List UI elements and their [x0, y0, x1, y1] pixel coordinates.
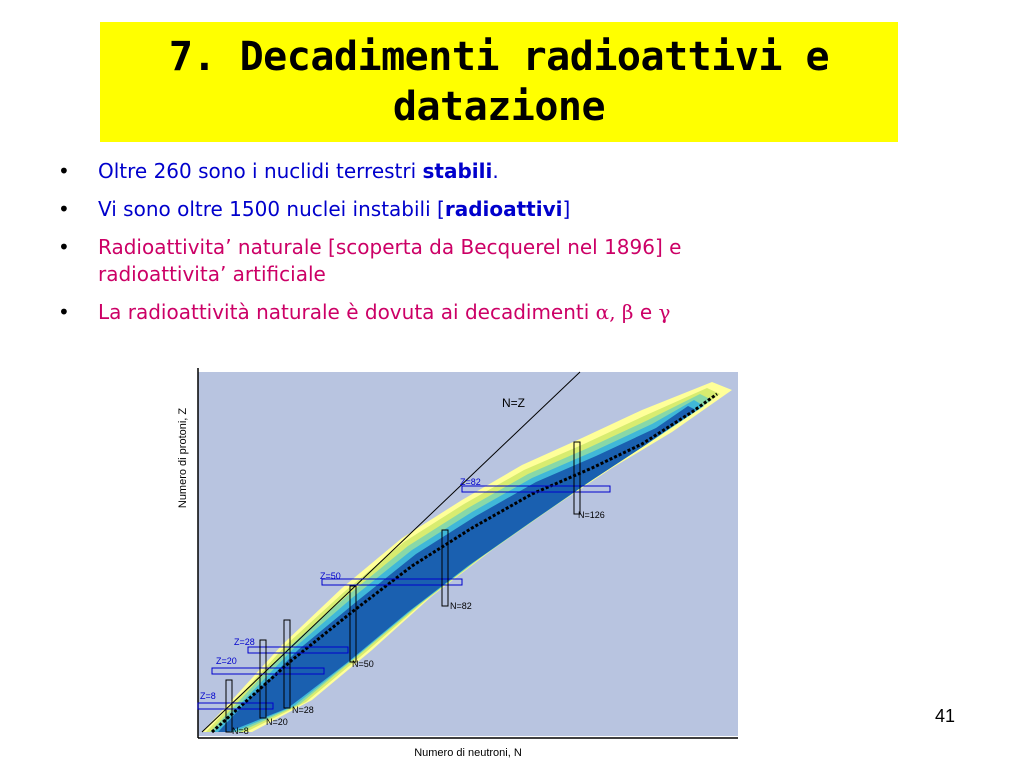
beta-symbol: β — [621, 300, 634, 324]
gamma-symbol: γ — [658, 300, 671, 324]
page-number: 41 — [935, 706, 956, 726]
title-line-1: 7. Decadimenti radioattivi e — [168, 34, 830, 80]
bullet-dot: • — [58, 197, 70, 221]
nz-label: N=Z — [502, 396, 526, 410]
bullet-item — [58, 196, 938, 223]
x-axis-label: Numero di neutroni, N — [414, 747, 522, 759]
bullet-text: Oltre 260 sono i nuclidi terrestri — [98, 159, 423, 183]
bullet-bold-text: radioattivi — [444, 197, 563, 221]
n-label: N=126 — [578, 510, 605, 520]
bullet-text: La radioattività naturale è dovuta ai decadimenti — [98, 300, 596, 324]
separator: , — [609, 300, 622, 324]
z-label: Z=8 — [200, 691, 216, 701]
bullet-text: Radioattivita’ naturale [scoperta da Becquerel nel 1896] e — [98, 235, 682, 259]
bullet-dot: • — [58, 159, 70, 183]
bullet-dot: • — [58, 235, 70, 259]
n-label: N=28 — [292, 705, 314, 715]
y-axis-label: Numero di protoni, Z — [177, 407, 189, 509]
alpha-symbol: α — [595, 300, 610, 324]
bullet-item — [58, 299, 938, 326]
bullet-item — [58, 158, 938, 185]
slide-title — [169, 32, 829, 132]
z-label: Z=20 — [216, 656, 237, 666]
z-label: Z=82 — [460, 477, 481, 487]
n-label: N=82 — [450, 601, 472, 611]
bullet-item — [58, 234, 938, 288]
n-label: N=20 — [266, 717, 288, 727]
n-label: N=50 — [352, 659, 374, 669]
bullet-bold-text: stabili — [422, 159, 493, 183]
nuclide-chart — [172, 360, 772, 768]
bullet-suffix: ] — [562, 197, 571, 221]
n-label: N=8 — [232, 726, 249, 736]
bullet-suffix: . — [492, 159, 499, 183]
bullet-text: Vi sono oltre 1500 nuclei instabili [ — [98, 197, 445, 221]
title-line-2: datazione — [392, 84, 606, 130]
bullet-list — [58, 158, 938, 337]
z-label: Z=28 — [234, 637, 255, 647]
bullet-text: radioattivita’ artificiale — [98, 262, 326, 286]
bullet-dot: • — [58, 300, 70, 324]
separator: e — [633, 300, 659, 324]
z-label: Z=50 — [320, 571, 341, 581]
title-box — [100, 22, 898, 142]
